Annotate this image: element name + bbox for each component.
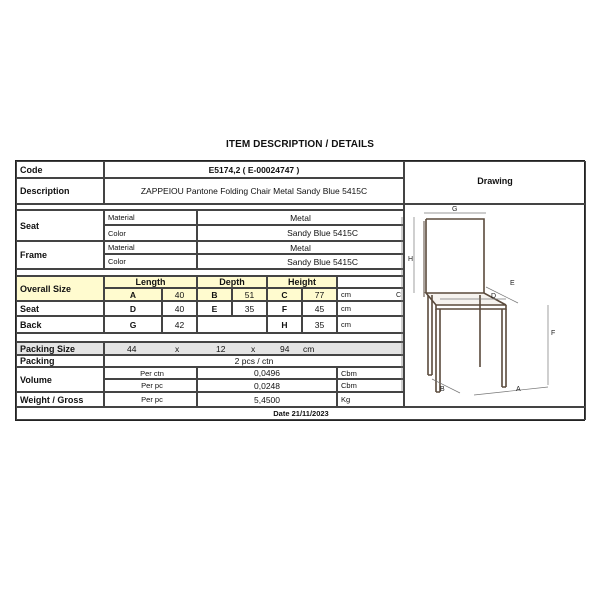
packing-size-x2: x (251, 343, 256, 354)
overall-depth-value: 51 (232, 288, 267, 301)
seat-depth-key: E (197, 301, 232, 316)
height-header: Height (267, 276, 337, 288)
weight-per-pc-label: Per pc (104, 392, 197, 407)
overall-length-key: A (104, 288, 162, 301)
seat-depth-value: 35 (232, 301, 267, 316)
dim-label-d: D (491, 293, 497, 300)
packing-value: 2 pcs / ctn (104, 355, 404, 367)
back-unit: cm (337, 316, 404, 333)
volume-per-ctn-label: Per ctn (104, 367, 197, 379)
back-height-key: H (267, 316, 302, 333)
frame-material-value: Metal (197, 241, 404, 254)
weight-value: 5,4500 (197, 392, 337, 407)
packing-size-c: 94 (280, 343, 290, 354)
dim-label-a: A (516, 386, 521, 393)
dim-label-e: E (510, 280, 515, 287)
seat-unit: cm (337, 301, 404, 316)
chair-illustration (424, 219, 506, 392)
weight-label: Weight / Gross (16, 392, 104, 407)
chair-drawing (388, 195, 585, 406)
code-label: Code (16, 161, 104, 178)
seat-length-key: D (104, 301, 162, 316)
overall-length-value: 40 (162, 288, 197, 301)
dim-label-f: F (551, 330, 556, 337)
code-value: E5174,2 ( E-00024747 ) (104, 161, 404, 178)
packing-size-b: 12 (216, 343, 226, 354)
length-header: Length (104, 276, 197, 288)
frame-material-label: Material (104, 241, 197, 254)
overall-height-value: 77 (302, 288, 337, 301)
seat-label: Seat (16, 210, 104, 241)
seat-material-value: Metal (197, 210, 404, 225)
dim-label-h: H (408, 256, 414, 263)
dim-label-c: C (396, 292, 402, 299)
packing-size-a: 44 (127, 343, 137, 354)
seat-color-value: Sandy Blue 5415C (197, 225, 404, 241)
seat-color-label: Color (104, 225, 197, 241)
packing-label: Packing (16, 355, 104, 367)
overall-depth-key: B (197, 288, 232, 301)
page-title: ITEM DESCRIPTION / DETAILS (226, 139, 374, 150)
packing-size-label: Packing Size (16, 342, 104, 355)
seat-height-value: 45 (302, 301, 337, 316)
depth-header: Depth (197, 276, 267, 288)
overall-size-label: Overall Size (16, 276, 104, 301)
frame-color-value: Sandy Blue 5415C (197, 254, 404, 269)
back-length-value: 42 (162, 316, 197, 333)
packing-size-values (104, 342, 404, 355)
weight-unit: Kg (337, 392, 404, 407)
drawing-label: Drawing (404, 161, 586, 204)
dim-label-g: G (452, 206, 458, 213)
back-size-label: Back (16, 316, 104, 333)
seat-length-value: 40 (162, 301, 197, 316)
back-length-key: G (104, 316, 162, 333)
frame-color-label: Color (104, 254, 197, 269)
volume-label: Volume (16, 367, 104, 392)
dim-label-b: B (440, 386, 445, 393)
volume-per-pc-value: 0,0248 (197, 379, 337, 392)
date-footer: Date 21/11/2023 (16, 407, 586, 420)
frame-label: Frame (16, 241, 104, 269)
volume-per-ctn-unit: Cbm (337, 367, 404, 379)
description-label: Description (16, 178, 104, 204)
volume-per-ctn-value: 0,0496 (197, 367, 337, 379)
volume-per-pc-label: Per pc (104, 379, 197, 392)
seat-material-label: Material (104, 210, 197, 225)
overall-height-key: C (267, 288, 302, 301)
overall-unit: cm (337, 288, 404, 301)
seat-size-label: Seat (16, 301, 104, 316)
volume-per-pc-unit: Cbm (337, 379, 404, 392)
seat-height-key: F (267, 301, 302, 316)
back-height-value: 35 (302, 316, 337, 333)
packing-size-unit: cm (303, 343, 315, 354)
packing-size-x1: x (175, 343, 180, 354)
description-value: ZAPPEIOU Pantone Folding Chair Metal Sandy Blue 5415C (104, 178, 404, 204)
